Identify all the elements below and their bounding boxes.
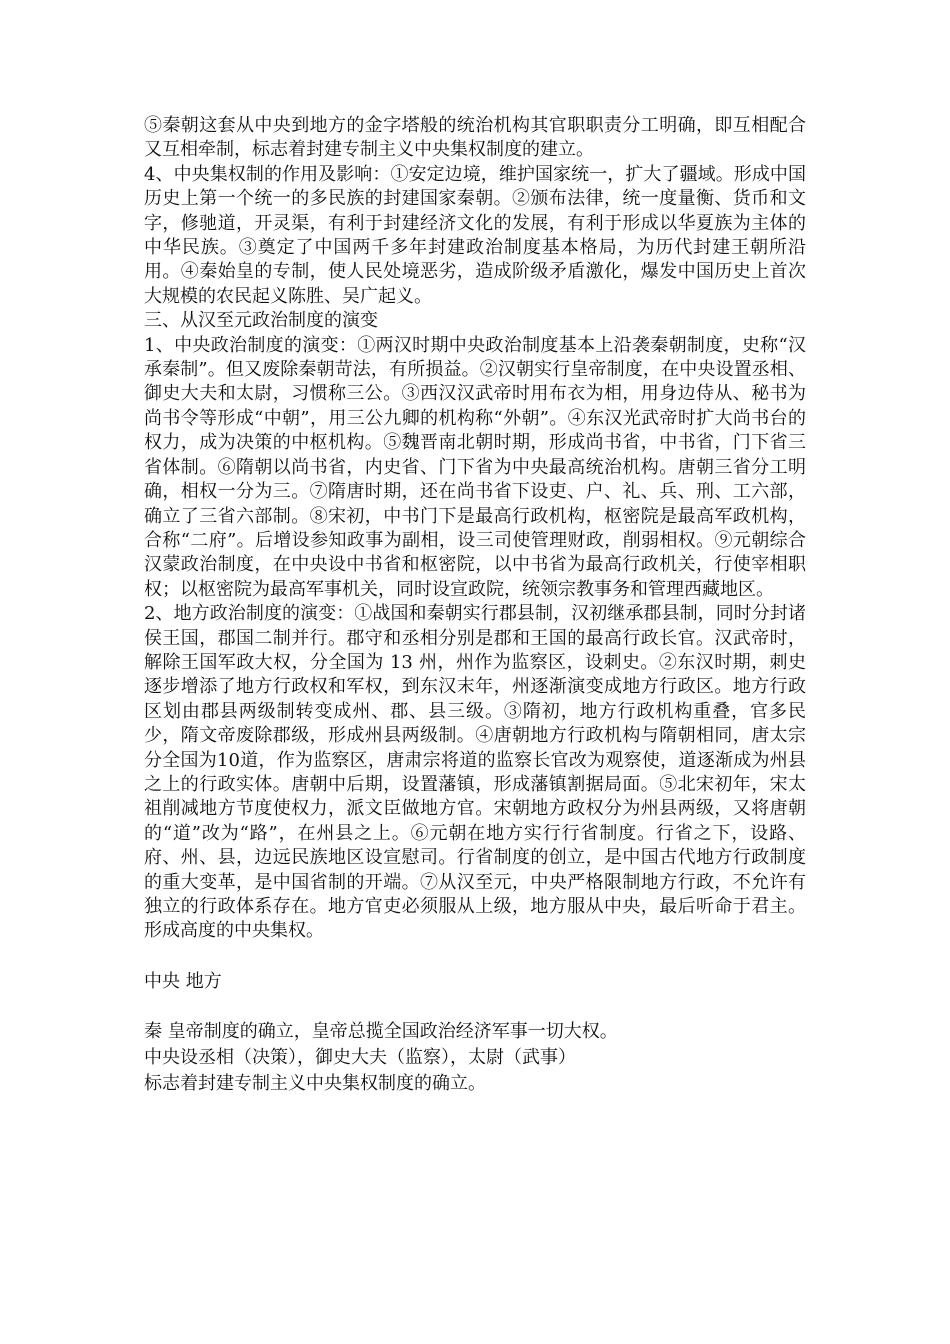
spacer [144,995,806,1019]
paragraph-local-evolution: 2、地方政治制度的演变：①战国和秦朝实行郡县制，汉初继承郡县制，同时分封诸侯王国，郡国二制并行。郡守和丞相分别是郡和王国的最高行政长官。汉武帝时，解除王国军政大权，分全国为 13 州，州作为监察区，设刺史。②东汉时期，刺史逐步增添了地方行政权和军权，到东汉末年，州逐渐演变成地方行政区。地方行政区划由郡县两级制转变成州、郡、县三级。③隋初，地方行政机构重叠，官多民少，隋文帝废除郡级，形成州县两级制。④唐朝地方行政机构与隋朝相同，唐太宗分全国为10道，作为监察区，唐肃宗将道的监察长官改为观察使，道逐渐成为州县之上的行政实体。唐朝中后期，设置藩镇，形成藩镇割据局面。⑤北宋初年，宋太祖削减地方节度使权力，派文臣做地方官。宋朝地方政权分为州县两级，又将唐朝的“道”改为“路”，在州县之上。⑥元朝在地方实行行省制度。行省之下，设路、府、州、县，边远民族地区设宣慰司。行省制度的创立，是中国古代地方行政制度的重大变革，是中国省制的开端。⑦从汉至元，中央严格限制地方行政，不允许有独立的行政体系存在。地方官吏必须服从上级，地方服从中央，最后听命于君主。形成高度的中央集权。 [144,603,806,942]
paragraph-centralization-impact: 4、中央集权制的作用及影响：①安定边境，维护国家统一，扩大了疆域。形成中国历史上第一个统一的多民族的封建国家秦朝。②颁布法律，统一度量衡、货币和文字，修驰道，开灵渠，有利于封建经济文化的发展，有利于形成以华夏族为主体的中华民族。③奠定了中国两千多年封建政治制度基本格局，为历代封建王朝所沿用。④秦始皇的专制，使人民处境恶劣，造成阶级矛盾激化，爆发中国历史上首次大规模的农民起义陈胜、吴广起义。 [144,163,806,307]
table-row: 秦 皇帝制度的确立，皇帝总揽全国政治经济军事一切大权。 [144,1020,618,1042]
paragraph-qin-pyramid: ⑤秦朝这套从中央到地方的金字塔般的统治机构其官职职责分工明确，即互相配合又互相牵制，标志着封建专制主义中央集权制度的建立。 [144,115,806,161]
section-heading: 三、从汉至元政治制度的演变 [144,310,378,332]
document-page [144,114,806,1097]
spacer [144,944,806,969]
table-row: 标志着封建专制主义中央集权制度的确立。 [144,1072,486,1094]
paragraph-central-evolution: 1、中央政治制度的演变：①两汉时期中央政治制度基本上沿袭秦朝制度，史称“汉承秦制”。但又废除秦朝苛法，有所损益。②汉朝实行皇帝制度，在中央设置丞相、御史大夫和太尉，习惯称三公。③西汉汉武帝时用布衣为相，用身边侍从、秘书为尚书令等形成“中朝”，用三公九卿的机构称“外朝”。④东汉光武帝时扩大尚书台的权力，成为决策的中枢机构。⑤魏晋南北朝时期，形成尚书省，中书省，门下省三省体制。⑥隋朝以尚书省，内史省、门下省为中央最高统治机构。唐朝三省分工明确，相权一分为三。⑦隋唐时期，还在尚书省下设吏、户、礼、兵、刑、工六部，确立了三省六部制。⑧宋初，中书门下是最高行政机构，枢密院是最高军政机构，合称“二府”。后增设参知政事为副相，设三司使管理财政，削弱相权。⑨元朝综合汉蒙政治制度，在中央设中书省和枢密院，以中书省为最高行政机关，行使宰相职权；以枢密院为最高军事机关，同时设宣政院，统领宗教事务和管理西藏地区。 [144,334,806,600]
table-row: 中央设丞相（决策），御史大夫（监察），太尉（武事） [144,1046,576,1068]
table-header: 中央 地方 [144,970,222,992]
